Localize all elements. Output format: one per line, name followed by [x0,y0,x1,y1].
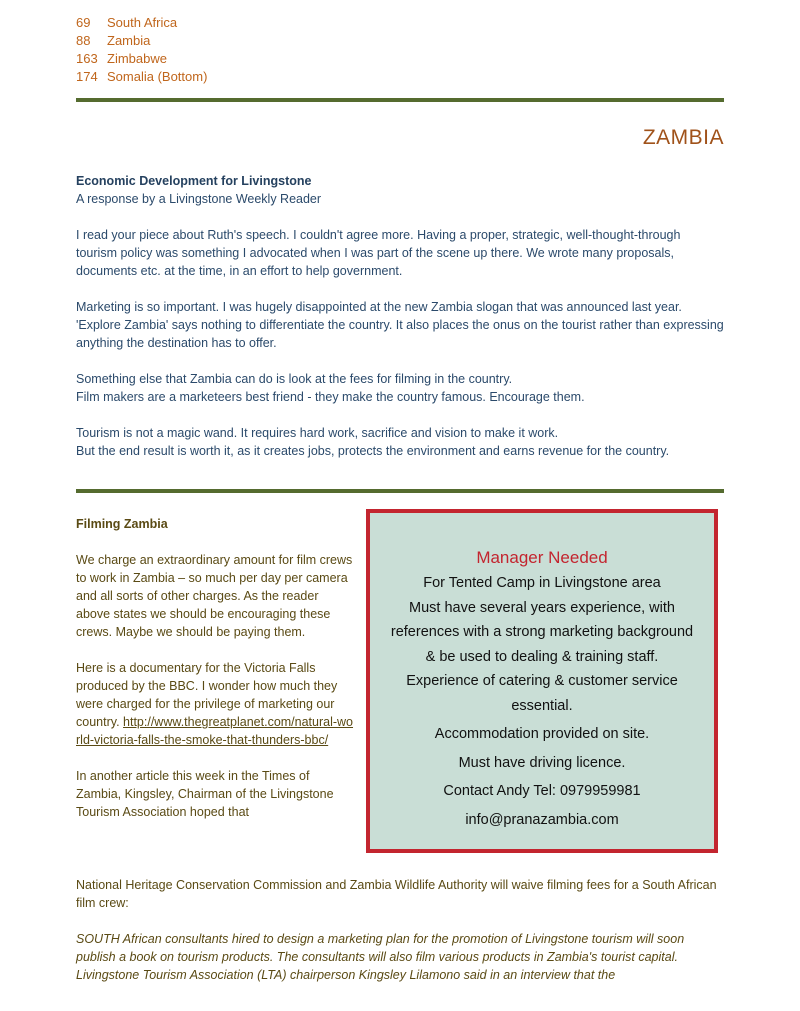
article-paragraph-text: Here is a documentary for the Victoria Falls produced by the BBC. I wonder how much they were charged for the privilege of marketing our country. [76,661,338,729]
section-divider-middle [76,489,724,493]
article-paragraph: We charge an extraordinary amount for film crews to work in Zambia – so much per day per camera and all sorts of other charges. As the reader above states we should be encouraging these crews. Maybe we should be paying them. [76,553,353,639]
article-heading: Filming Zambia [76,517,168,531]
article-filming-zambia-continued [76,876,724,1002]
ad-line: For Tented Camp in Livingstone area [423,575,661,591]
article-paragraph: Tourism is not a magic wand. It requires hard work, sacrifice and vision to make it work. But the end result is worth it, as it creates jobs, protects the environment and earns revenue for the country. [76,426,670,458]
article-paragraph: I read your piece about Ruth's speech. I couldn't agree more. Having a proper, strategic, well-thought-through tourism policy was something I advocated when I was part of the scene up there. We wrote many proposals, documents etc. at the time, in an effort to help government. [76,228,681,278]
rank-country: Zimbabwe [107,51,167,66]
rank-number: 163 [76,51,98,66]
ad-line: Experience of catering & customer service [406,673,678,689]
rank-number: 174 [76,69,98,84]
manager-needed-ad [366,509,718,853]
article-paragraph: Something else that Zambia can do is look at the fees for filming in the country. Film makers are a marketeers best friend - they make the country famous. Encourage them. [76,372,585,404]
rank-number: 69 [76,15,91,30]
ad-line: references with a strong marketing background [390,624,694,640]
article-paragraph [76,659,354,749]
rank-country: Zambia [107,33,151,48]
ranking-row [76,14,207,32]
ranking-list [76,14,207,86]
ad-line: essential. [511,697,573,714]
ranking-row [76,68,207,86]
ad-line: Must have several years experience, with [409,599,675,616]
ad-line: & be used to dealing & training staff. [425,648,659,665]
section-title: ZAMBIA [642,126,724,149]
section-divider-top [76,98,724,102]
article-quote: SOUTH African consultants hired to design a marketing plan for the promotion of Livingstone tourism will soon publish a book on tourism products. The consultants will also film various products in Zambia's tourist capital. Livingstone Tourism Association (LTA) chairperson Kingsley Lilamono said in an interview that the [76,932,685,982]
article-heading: Economic Development for Livingstone [76,174,312,188]
article-economic-development [76,172,724,478]
ranking-row [76,50,207,68]
ranking-row [76,32,207,50]
ad-contact-phone: Contact Andy Tel: 0979959981 [443,783,641,799]
rank-number: 88 [76,33,91,48]
ad-line: Must have driving licence. [458,754,626,771]
rank-country: South Africa [107,15,178,30]
article-paragraph: In another article this week in the Times of Zambia, Kingsley, Chairman of the Livingstone Tourism Association hoped that [76,769,334,819]
article-filming-zambia [76,515,354,839]
rank-country: Somalia (Bottom) [107,69,208,84]
documentary-link[interactable]: http://www.thegreatplanet.com/natural-world-victoria-falls-the-smoke-that-thunders-bbc/ [76,715,354,747]
article-paragraph: Marketing is so important. I was hugely disappointed at the new Zambia slogan that was announced last year. 'Explore Zambia' says nothing to differentiate the country. It also places the onus on the tourist rather than expressing anything the destination has to offer. [76,300,724,350]
ad-line: Accommodation provided on site. [434,726,650,742]
ad-contact-email[interactable]: info@pranazambia.com [465,811,619,828]
ad-title: Manager Needed [476,548,608,567]
article-paragraph: National Heritage Conservation Commission and Zambia Wildlife Authority will waive filming fees for a South African film crew: [76,878,717,910]
article-subheading: A response by a Livingstone Weekly Reader [76,192,322,206]
